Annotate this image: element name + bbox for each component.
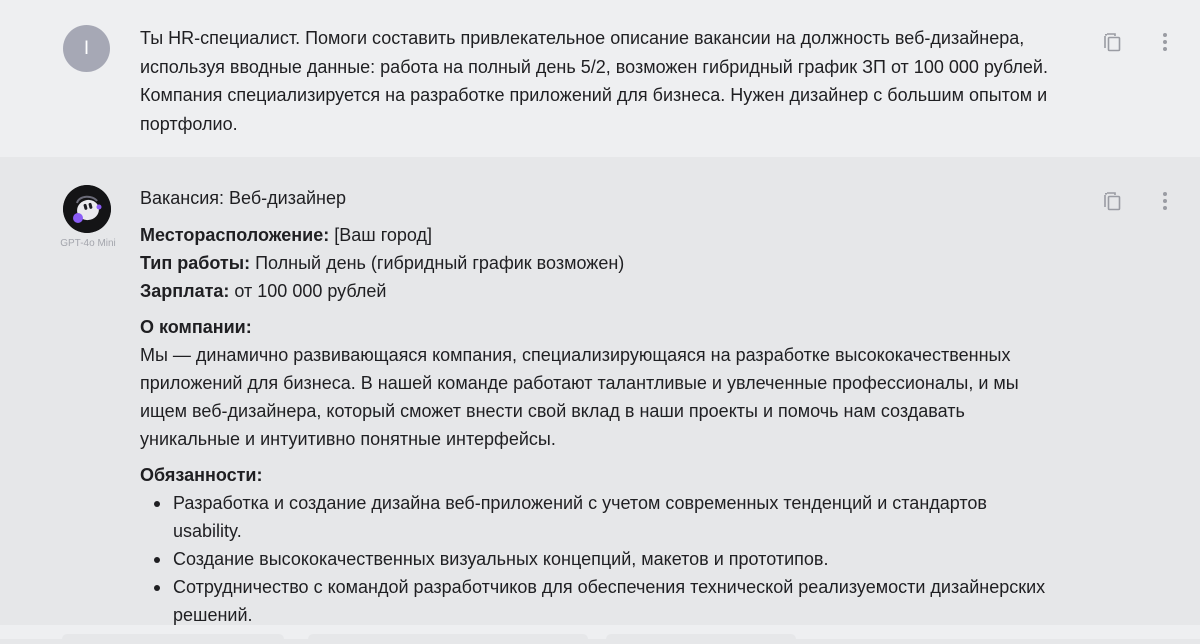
suggestion-chip[interactable] [308,634,588,644]
meta-salary [140,277,1060,305]
meta-value: от 100 000 рублей [229,281,387,301]
assistant-avatar [63,185,111,233]
more-options-button[interactable] [1154,31,1176,53]
about-company-text: Мы — динамично развивающаяся компания, специализирующаяся на разработке высококачественных приложений для бизнеса. В нашей команде работают талантливые и увлеченные профессионалы, и мы ищем веб-дизайнера, который сможет внести свой вклад в наши проекты и помочь нам создавать уникальные и интуитивно понятные интерфейсы. [140,345,1019,449]
list-item: Создание высококачественных визуальных концепций, макетов и прототипов. [140,545,1060,573]
meta-label: Зарплата: [140,281,230,301]
suggestion-chip[interactable] [606,634,796,644]
model-label: GPT-4o Mini [60,238,116,249]
list-item: Разработка и создание дизайна веб-приложений с учетом современных тенденций и стандартов usability. [140,489,1060,545]
vacancy-title: Вакансия: Веб-дизайнер [140,188,346,208]
more-vertical-icon [1162,32,1168,52]
meta-location [140,221,1060,249]
user-avatar-initial: I [83,37,90,59]
copy-button[interactable] [1102,190,1124,212]
composer-area [0,625,1200,639]
copy-icon [1103,190,1123,212]
meta-label: Тип работы: [140,253,251,273]
user-avatar [63,25,110,72]
suggestion-chip[interactable] [62,634,284,644]
more-options-button[interactable] [1154,190,1176,212]
list-item: Сотрудничество с командой разработчиков для обеспечения технической реализуемости дизайнерских решений. [140,573,1060,625]
meta-value: Полный день (гибридный график возможен) [250,253,625,273]
meta-work-type [140,249,1060,277]
assistant-message-content [140,184,1060,625]
duties-heading: Обязанности: [140,465,263,485]
user-message-text: Ты HR-специалист. Помоги составить привлекательное описание вакансии на должность веб-дизайнера, используя вводные данные: работа на полный день 5/2, возможен гибридный график ЗП от 100 000 рублей. Компания специализируется на разработке приложений для бизнеса. Нужен дизайнер с большим опытом и портфолио. [140,28,1048,134]
meta-label: Месторасположение: [140,225,330,245]
user-message-actions [1102,31,1176,53]
about-company-heading: О компании: [140,317,252,337]
meta-value: [Ваш город] [329,225,433,245]
assistant-message-actions [1102,190,1176,212]
copy-button[interactable] [1102,31,1124,53]
more-vertical-icon [1162,191,1168,211]
copy-icon [1103,31,1123,53]
assistant-message [0,157,1200,625]
robot-mascot-icon [63,185,111,233]
duties-list [140,489,1060,625]
user-message [0,0,1200,157]
